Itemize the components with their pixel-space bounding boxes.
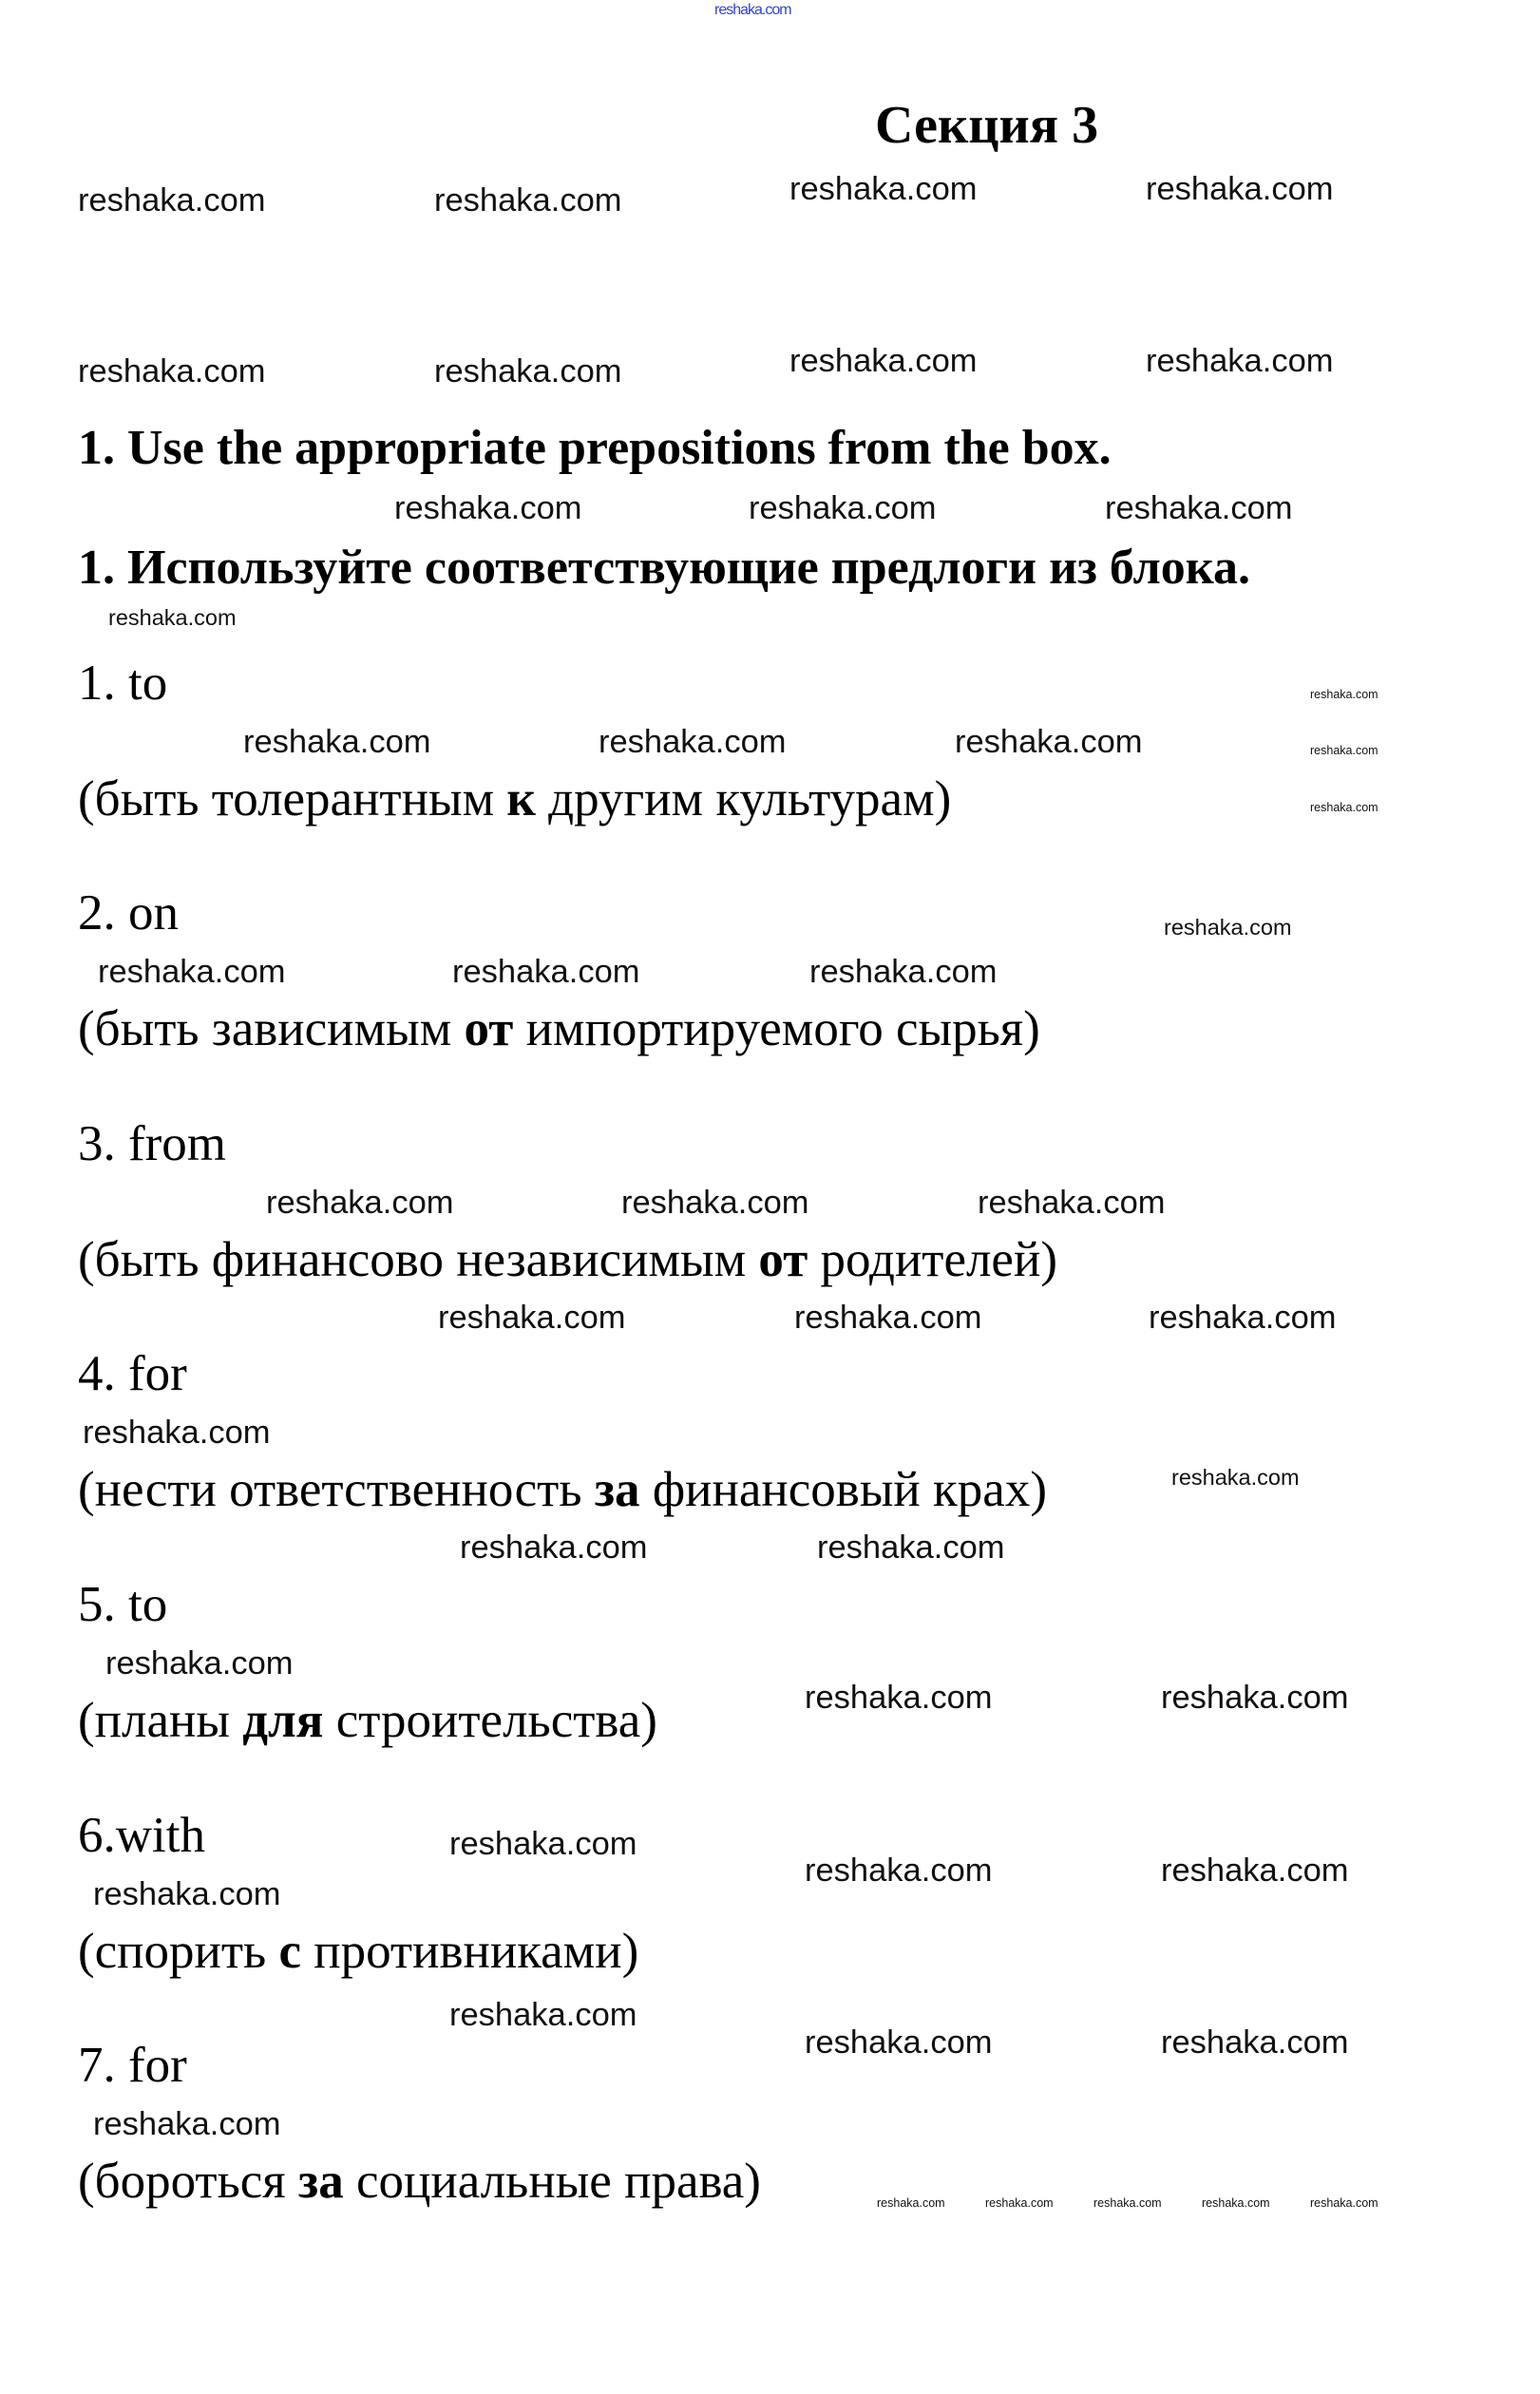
watermark: reshaka.com (805, 1679, 993, 1716)
watermark: reshaka.com (1105, 489, 1293, 526)
translation-part: противниками) (301, 1924, 639, 1979)
translation-text (78, 1693, 657, 1748)
answer-text: 4. for (78, 1346, 187, 1401)
watermark: reshaka.com (1093, 2195, 1162, 2210)
watermark: reshaka.com (452, 953, 640, 990)
watermark: reshaka.com (978, 1184, 1166, 1221)
answer-text: 6.with (78, 1808, 205, 1863)
watermark: reshaka.com (93, 2105, 281, 2142)
watermark: reshaka.com (789, 170, 978, 207)
watermark: reshaka.com (805, 2024, 993, 2061)
watermark: reshaka.com (83, 1414, 271, 1451)
watermark: reshaka.com (108, 605, 237, 631)
watermark: reshaka.com (434, 352, 622, 390)
watermark: reshaka.com (877, 2195, 945, 2210)
watermark: reshaka.com (955, 723, 1143, 760)
translation-part: (спорить (78, 1924, 279, 1979)
watermark: reshaka.com (460, 1529, 648, 1566)
watermark: reshaka.com (266, 1184, 454, 1221)
watermark: reshaka.com (1146, 342, 1334, 379)
translation-text (78, 1924, 639, 1979)
translation-part: импортируемого сырья) (513, 1001, 1040, 1056)
answer-text: 1. to (78, 656, 168, 711)
watermark: reshaka.com (1161, 1679, 1349, 1716)
watermark: reshaka.com (805, 1852, 993, 1889)
translation-part: (быть финансово независимым (78, 1232, 759, 1287)
answer-text: 2. on (78, 885, 179, 940)
watermark: reshaka.com (621, 1184, 809, 1221)
watermark: reshaka.com (1310, 743, 1378, 757)
watermark: reshaka.com (817, 1529, 1005, 1566)
translation-text (78, 2156, 761, 2207)
watermark: reshaka.com (1146, 170, 1334, 207)
watermark: reshaka.com (1149, 1299, 1337, 1336)
watermark: reshaka.com (1310, 687, 1378, 701)
translation-text (78, 771, 952, 826)
watermark: reshaka.com (449, 1996, 637, 2033)
heading-russian: 1. Используйте соответствующие предлоги из блока. (78, 541, 1250, 595)
preposition-highlight: для (242, 1693, 324, 1748)
watermark: reshaka.com (599, 723, 787, 760)
watermark: reshaka.com (985, 2195, 1054, 2210)
translation-part: (быть толерантным (78, 771, 507, 826)
watermark: reshaka.com (438, 1299, 626, 1336)
watermark: reshaka.com (1161, 1852, 1349, 1889)
watermark: reshaka.com (1310, 800, 1378, 814)
watermark: reshaka.com (105, 1644, 294, 1682)
watermark: reshaka.com (78, 181, 266, 218)
watermark: reshaka.com (809, 953, 998, 990)
watermark: reshaka.com (434, 181, 622, 218)
page-title: Секция 3 (875, 96, 1099, 155)
watermark: reshaka.com (394, 489, 582, 526)
preposition-highlight: от (464, 1001, 514, 1056)
watermark: reshaka.com (93, 1875, 281, 1912)
translation-part: (бороться (78, 2154, 298, 2209)
translation-part: другим культурам) (535, 771, 952, 826)
watermark: reshaka.com (1310, 2195, 1378, 2210)
watermark: reshaka.com (1202, 2195, 1270, 2210)
watermark: reshaka.com (449, 1825, 637, 1862)
heading-english: 1. Use the appropriate prepositions from the box. (78, 421, 1112, 475)
watermark: reshaka.com (1161, 2024, 1349, 2061)
answer-text: 3. from (78, 1116, 227, 1171)
preposition-highlight: за (594, 1462, 640, 1517)
translation-text (78, 1232, 1057, 1287)
translation-part: (планы (78, 1693, 243, 1748)
preposition-highlight: к (506, 771, 536, 826)
watermark: reshaka.com (749, 489, 937, 526)
translation-part: финансовый крах) (639, 1462, 1047, 1517)
header-watermark[interactable]: reshaka.com (714, 2, 791, 18)
translation-part: социальные права) (343, 2154, 761, 2209)
translation-part: родителей) (808, 1232, 1057, 1287)
watermark: reshaka.com (243, 723, 431, 760)
preposition-highlight: от (758, 1232, 808, 1287)
answer-text: 5. to (78, 1577, 168, 1632)
translation-part: строительства) (323, 1693, 657, 1748)
translation-text (78, 1001, 1040, 1056)
watermark: reshaka.com (78, 352, 266, 390)
preposition-highlight: с (278, 1924, 302, 1979)
watermark: reshaka.com (98, 953, 286, 990)
watermark: reshaka.com (794, 1299, 982, 1336)
watermark: reshaka.com (1171, 1465, 1300, 1491)
translation-part: (быть зависимым (78, 1001, 465, 1056)
translation-part: (нести ответственность (78, 1462, 595, 1517)
watermark: reshaka.com (1164, 915, 1292, 940)
translation-text (78, 1462, 1047, 1517)
answer-text: 7. for (78, 2038, 187, 2093)
watermark: reshaka.com (789, 342, 978, 379)
preposition-highlight: за (297, 2154, 344, 2209)
